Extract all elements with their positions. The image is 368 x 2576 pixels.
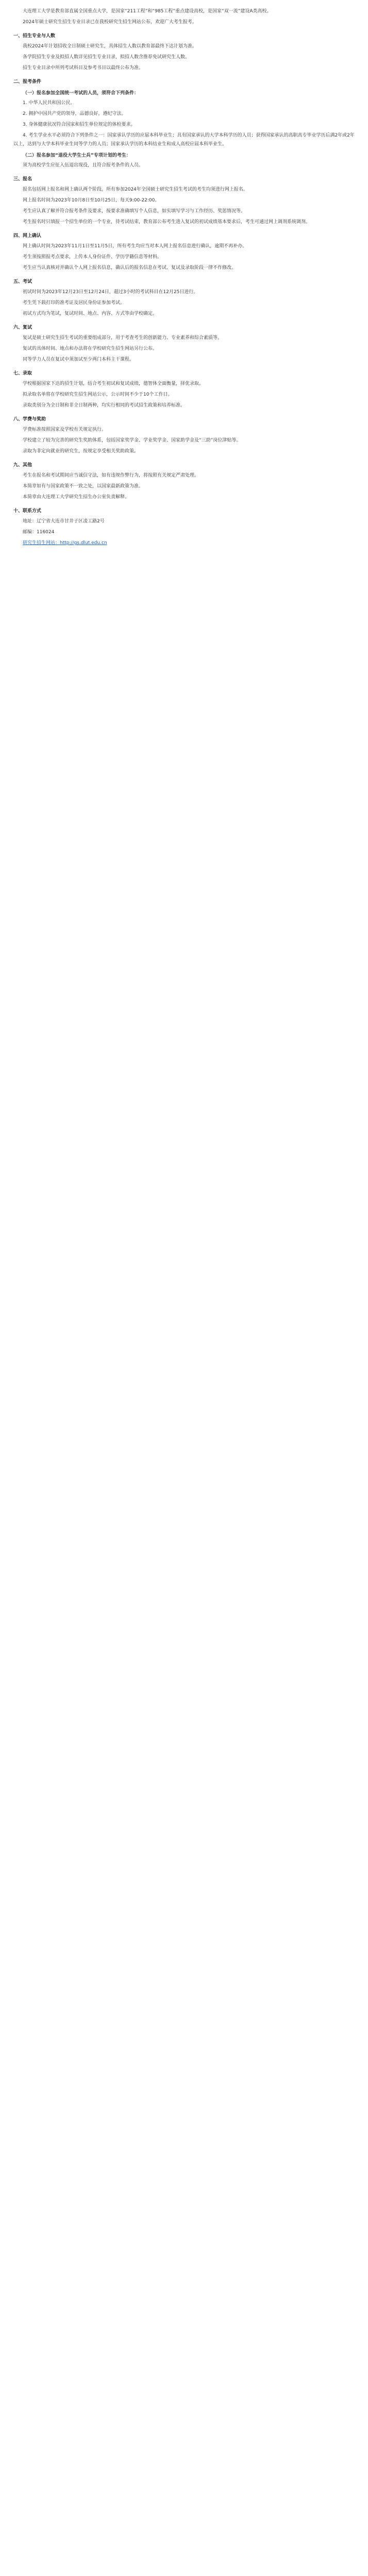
section-heading: 三、报名 <box>13 177 32 182</box>
paragraph: 4. 考生学业水平必须符合下列条件之一：国家承认学历的应届本科毕业生；具有国家承认的大学本科学历的人员；获得国家承认的高职高专毕业学历后满2年或2年以上，达到与大学本科毕业生同等学力的人员；国家承认学历的本科结业生和成人高校应届本科毕业生。 <box>13 133 355 147</box>
section-contact <box>13 507 355 548</box>
paragraph: 2. 拥护中国共产党的领导，品德良好，遵纪守法。 <box>23 111 126 116</box>
contact-address: 地址：辽宁省大连市甘井子区凌工路2号 <box>23 519 105 524</box>
section-confirmation <box>13 232 355 273</box>
paragraph: 初试时间为2023年12月23日至12月24日，超过3小时的考试科目在12月25日进行。 <box>23 290 198 295</box>
intro-paragraph: 大连理工大学是教育部直属全国重点大学，是国家“211工程”和“985工程”重点建设高校，是国家“双一流”建设A类高校。 <box>23 9 272 14</box>
paragraph: 学校根据国家下达的招生计划，结合考生初试和复试成绩，德智体全面衡量，择优录取。 <box>23 381 204 386</box>
paragraph: 复试的具体时间、地点和办法将在学校研究生招生网站另行公布。 <box>23 346 158 351</box>
contact-postcode: 邮编：116024 <box>23 530 55 535</box>
paragraph: 学费标准按照国家及学校有关规定执行。 <box>23 427 107 432</box>
section-enrollment <box>13 32 355 73</box>
paragraph: 录取类别分为全日制和非全日制两种，均实行相同的考试招生政策和培养标准。 <box>23 403 186 408</box>
section-registration <box>13 175 355 227</box>
paragraph: 考生应认真了解并符合报考条件及要求，按要求准确填写个人信息，如实填写学习与工作经历、奖惩情况等。 <box>23 209 246 214</box>
section-heading: 六、复试 <box>13 325 32 330</box>
paragraph: 考生凭下载打印的准考证及居民身份证参加考试。 <box>23 300 125 306</box>
paragraph: 各学院招生专业及拟招人数详见招生专业目录，拟招人数含推荐免试研究生人数。 <box>23 55 190 60</box>
paragraph: 本简章如有与国家政策不一致之处，以国家最新政策为准。 <box>23 484 144 489</box>
section-heading: 十、联系方式 <box>13 509 42 514</box>
section-heading: 四、网上确认 <box>13 233 42 239</box>
section-heading: 七、录取 <box>13 371 32 376</box>
section-eligibility <box>13 78 355 170</box>
section-other <box>13 461 355 502</box>
section-heading: 五、考试 <box>13 279 32 284</box>
section-admission <box>13 369 355 410</box>
intro-paragraph: 2024年硕士研究生招生专业目录已在我校研究生招生网站公布，欢迎广大考生报考。 <box>23 20 197 25</box>
section-heading: 九、其他 <box>13 463 32 468</box>
subsection-heading: （一）报名参加全国统一考试的人员，须符合下列条件： <box>23 91 139 96</box>
paragraph: 同等学力人员在复试中须加试至少两门本科主干课程。 <box>23 357 135 362</box>
paragraph: 1. 中华人民共和国公民。 <box>23 100 75 106</box>
section-heading: 一、招生专业与人数 <box>13 33 56 39</box>
paragraph: 招生专业目录中所列考试科目及参考书目以最终公布为准。 <box>23 65 144 71</box>
section-heading: 八、学费与奖助 <box>13 417 46 422</box>
paragraph: 网上报名时间为2023年10月8日至10月25日，每天9:00-22:00。 <box>23 198 160 203</box>
paragraph: 网上确认时间为2023年11月1日至11月5日，所有考生均应当对本人网上报名信息进行确认，逾期不再补办。 <box>23 244 247 249</box>
paragraph: 本简章由大连理工大学研究生招生办公室负责解释。 <box>23 495 130 500</box>
contact-website-link[interactable] <box>13 539 355 548</box>
paragraph: 报名包括网上报名和网上确认两个阶段。所有参加2024年全国硕士研究生招生考试的考生均须进行网上报名。 <box>23 187 248 192</box>
paragraph: 考生须按照报考点要求，上传本人身份证件、学历学籍信息等材料。 <box>23 255 162 260</box>
paragraph: 学校建立了较为完善的研究生奖助体系，包括国家奖学金、学业奖学金、国家助学金及“三助”岗位津贴等。 <box>23 438 241 443</box>
section-retest <box>13 324 355 364</box>
section-heading: 二、报考条件 <box>13 79 42 84</box>
paragraph: 初试方式均为笔试，复试时间、地点、内容、方式等由学校确定。 <box>23 311 158 316</box>
paragraph: 录取为非定向就业的研究生，按规定享受相关奖助政策。 <box>23 449 139 454</box>
paragraph: 我校2024年计划招收全日制硕士研究生，具体招生人数以教育部最终下达计划为准。 <box>23 44 197 49</box>
paragraph: 拟录取名单将在学校研究生招生网站公示，公示时间不少于10个工作日。 <box>23 392 173 397</box>
paragraph: 须为高校学生应征入伍退出现役，且符合报考条件的人员。 <box>23 163 144 168</box>
paragraph: 复试是硕士研究生招生考试的重要组成部分，用于考查考生的创新能力、专业素养和综合素质等。 <box>23 335 223 341</box>
paragraph: 考生应当认真核对并确认个人网上报名信息，确认后的报名信息在考试、复试及录取阶段一律不作修改。 <box>23 265 237 270</box>
paragraph: 考生在报名和考试期间应当诚信守法，如有违规作弊行为，将按照有关规定严肃处理。 <box>23 473 199 478</box>
section-tuition <box>13 415 355 456</box>
subsection-heading: （二）报名参加“退役大学生士兵”专项计划的考生： <box>23 153 131 158</box>
paragraph: 考生报名时只填报一个招生单位的一个专业，待考试结束，教育部公布考生进入复试的初试成绩基本要求后，考生可通过网上调剂系统调剂。 <box>23 219 311 225</box>
website-link[interactable]: 研究生招生网站：http://gs.dlut.edu.cn <box>23 540 107 546</box>
paragraph: 3. 身体健康状况符合国家和招生单位规定的体检要求。 <box>23 122 136 127</box>
section-exam <box>13 278 355 318</box>
